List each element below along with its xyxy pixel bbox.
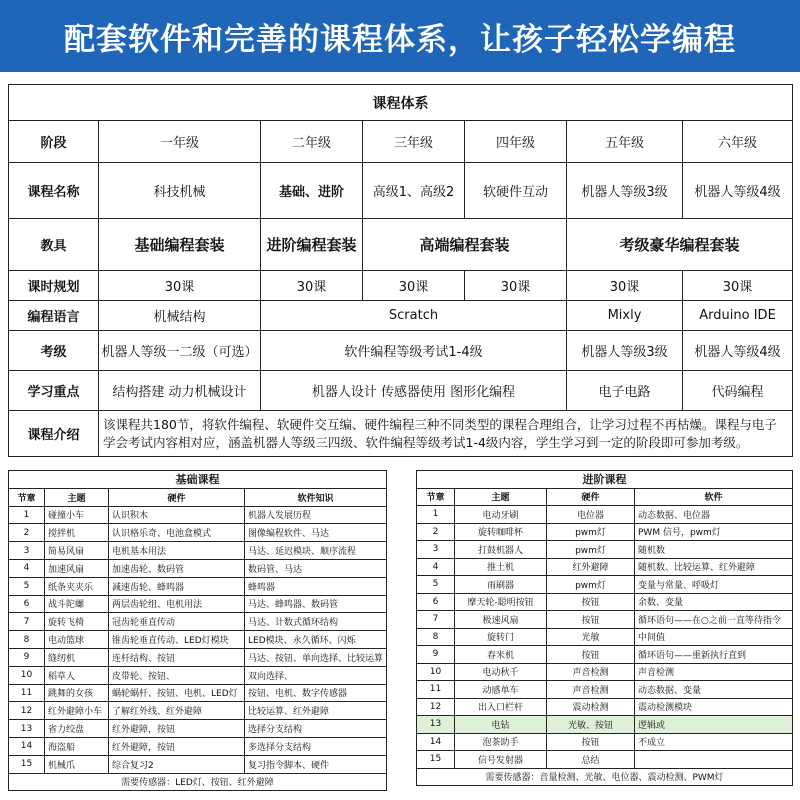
kit-cell: 高端编程套装 [363, 219, 567, 271]
course-system-table [8, 84, 793, 457]
table-cell: 图像编程软件、马达 [245, 524, 387, 542]
table-cell: 震动检测 [547, 698, 635, 716]
table-cell: pwm灯 [547, 576, 635, 594]
table-row [9, 702, 387, 720]
table-cell: 8 [417, 628, 455, 646]
table-cell: 7 [9, 613, 45, 631]
table-cell: 随机数 [635, 541, 793, 559]
table-cell: 推土机 [455, 558, 547, 576]
table-cell: 减速齿轮、蜂鸣器 [109, 577, 245, 595]
header-cell: 主题 [455, 488, 547, 506]
table-cell: 战斗陀螺 [45, 595, 109, 613]
system-title: 课程体系 [9, 85, 793, 121]
table-cell: 简易风扇 [45, 542, 109, 560]
table-cell: 稻草人 [45, 666, 109, 684]
table-cell: 电机基本用法 [109, 542, 245, 560]
grade-cell: 五年级 [567, 121, 683, 163]
table-cell: 2 [417, 523, 455, 541]
table-cell: 综合复习2 [109, 755, 245, 773]
exam-cell: 机器人等级一二级（可选） [99, 331, 261, 371]
table-row [417, 541, 793, 559]
table-cell: 7 [417, 611, 455, 629]
focus-cell: 代码编程 [683, 371, 793, 411]
table-cell: 循环语句——重新执行直到 [635, 646, 793, 664]
hours-cell: 30课 [683, 271, 793, 301]
grade-cell: 一年级 [99, 121, 261, 163]
table-cell: 电位器 [547, 506, 635, 524]
table-cell: 3 [9, 542, 45, 560]
table-cell: 动态数据、电位器 [635, 506, 793, 524]
table-row [9, 613, 387, 631]
table-cell: pwm灯 [547, 523, 635, 541]
kit-cell: 考级豪华编程套装 [567, 219, 793, 271]
table-cell: 电动篮球 [45, 631, 109, 649]
focus-cell: 结构搭建 动力机械设计 [99, 371, 261, 411]
page-banner: 配套软件和完善的课程体系，让孩子轻松学编程 [0, 0, 800, 72]
table-row [9, 684, 387, 702]
table-cell: 6 [9, 595, 45, 613]
table-cell: 极速风扇 [455, 611, 547, 629]
exam-label: 考级 [9, 331, 99, 371]
table-cell: 11 [9, 684, 45, 702]
table-cell: 数码管、马达 [245, 559, 387, 577]
table-cell: 10 [417, 663, 455, 681]
table-cell: 13 [417, 716, 455, 734]
table-cell: 光敏、按钮 [547, 716, 635, 734]
table-cell: 蜂鸣器 [245, 577, 387, 595]
hours-cell: 30课 [363, 271, 465, 301]
table-cell: 省力绞盘 [45, 720, 109, 738]
table-row [417, 506, 793, 524]
table-cell: 旋转咖啡杯 [455, 523, 547, 541]
intro-text: 该课程共180节，将软件编程、软硬件交互编、硬件编程三种不同类型的课程合理组合，让学习过程不再枯燥。课程与电子学会考试内容相对应，涵盖机器人等级三四级、软件编程等级考试1-4级内容，学生学习到一定的阶段即可参加考级。 [99, 411, 793, 457]
basic-course-table [8, 470, 387, 791]
table-cell: 12 [9, 702, 45, 720]
header-cell: 节章 [417, 488, 455, 506]
table-cell: 声音检测 [547, 663, 635, 681]
table-cell: 两层齿轮组、电机用法 [109, 595, 245, 613]
table-cell: 电钻 [455, 716, 547, 734]
table-row [417, 716, 793, 734]
table-cell: 1 [9, 506, 45, 524]
table-cell: 出入口栏杆 [455, 698, 547, 716]
table-cell: 变量与常量、呼吸灯 [635, 576, 793, 594]
table-cell: 信号发射器 [455, 751, 547, 769]
kit-cell: 进阶编程套装 [261, 219, 363, 271]
table-cell: 海盗船 [45, 737, 109, 755]
table-cell: 15 [417, 751, 455, 769]
table-cell: 12 [417, 698, 455, 716]
grade-cell: 二年级 [261, 121, 363, 163]
table-cell: 马达、计数式循环结构 [245, 613, 387, 631]
course-name-cell: 科技机械 [99, 163, 261, 219]
table-cell: pwm灯 [547, 541, 635, 559]
table-cell: 9 [417, 646, 455, 664]
advanced-course-table [416, 470, 793, 786]
basic-footer: 需要传感器：LED灯、按钮、红外避障 [9, 773, 387, 791]
table-cell: 14 [417, 733, 455, 751]
table-row [9, 559, 387, 577]
table-cell: 马达、按钮、单向选择、比较运算 [245, 648, 387, 666]
basic-title: 基础课程 [9, 471, 387, 489]
table-cell [635, 751, 793, 769]
table-cell: 14 [9, 737, 45, 755]
table-cell: 光敏 [547, 628, 635, 646]
table-cell: 打鼓机器人 [455, 541, 547, 559]
table-cell: 5 [417, 576, 455, 594]
table-cell: 旋转飞椅 [45, 613, 109, 631]
table-cell: 多选择分支结构 [245, 737, 387, 755]
table-cell: 电动牙刷 [455, 506, 547, 524]
table-row [417, 663, 793, 681]
hours-cell: 30课 [567, 271, 683, 301]
table-cell: 纸条夹夹乐 [45, 577, 109, 595]
table-row [417, 593, 793, 611]
table-cell: 雨刷器 [455, 576, 547, 594]
language-cell: Mixly [567, 301, 683, 331]
table-row [9, 648, 387, 666]
table-cell: 冠齿轮垂直传动 [109, 613, 245, 631]
table-cell: 马达、蜂鸣器、数码管 [245, 595, 387, 613]
table-row [417, 558, 793, 576]
table-cell: 循环语句——在○之前一直等待指令 [635, 611, 793, 629]
table-row [9, 542, 387, 560]
course-name-cell: 基础、进阶 [261, 163, 363, 219]
table-cell: 按钮 [547, 733, 635, 751]
table-row [9, 506, 387, 524]
table-cell: 6 [417, 593, 455, 611]
table-cell: 春米机 [455, 646, 547, 664]
advanced-title: 进阶课程 [417, 471, 793, 489]
table-row [417, 646, 793, 664]
stage-label: 阶段 [9, 121, 99, 163]
table-row [9, 720, 387, 738]
kit-cell: 基础编程套装 [99, 219, 261, 271]
hours-label: 课时规划 [9, 271, 99, 301]
table-cell: 5 [9, 577, 45, 595]
table-cell: 中间值 [635, 628, 793, 646]
table-cell: 加速齿轮、数码管 [109, 559, 245, 577]
table-cell: 红外避障，按钮 [109, 720, 245, 738]
table-cell: 15 [9, 755, 45, 773]
table-cell: 8 [9, 631, 45, 649]
table-cell: 随机数、比较运算、红外避障 [635, 558, 793, 576]
table-cell: 按钮 [547, 611, 635, 629]
focus-cell: 电子电路 [567, 371, 683, 411]
kit-label: 教具 [9, 219, 99, 271]
table-row [9, 524, 387, 542]
table-row [417, 523, 793, 541]
table-cell: 11 [417, 681, 455, 699]
table-cell: 搅拌机 [45, 524, 109, 542]
table-cell: 电动秋千 [455, 663, 547, 681]
header-cell: 硬件 [109, 488, 245, 506]
table-cell: 按钮 [547, 593, 635, 611]
table-cell: 余数、变量 [635, 593, 793, 611]
table-row [9, 631, 387, 649]
table-cell: 动感单车 [455, 681, 547, 699]
table-cell: 复习指令脚本、硬件 [245, 755, 387, 773]
focus-cell: 机器人设计 传感器使用 图形化编程 [261, 371, 567, 411]
table-cell: 动态数据、变量 [635, 681, 793, 699]
language-cell: 机械结构 [99, 301, 261, 331]
table-cell: 缝纫机 [45, 648, 109, 666]
exam-cell: 机器人等级4级 [683, 331, 793, 371]
language-cell: Arduino IDE [683, 301, 793, 331]
table-cell: 认识格乐奇、电池盒模式 [109, 524, 245, 542]
focus-label: 学习重点 [9, 371, 99, 411]
grade-cell: 三年级 [363, 121, 465, 163]
table-cell: 马达、延迟模块、顺序流程 [245, 542, 387, 560]
header-cell: 硬件 [547, 488, 635, 506]
table-row [9, 595, 387, 613]
table-cell: 红外避障小车 [45, 702, 109, 720]
table-cell: 逻辑或 [635, 716, 793, 734]
table-cell: 比较运算、红外避障 [245, 702, 387, 720]
table-cell: 锥齿轮垂直传动、LED灯模块 [109, 631, 245, 649]
table-cell: 2 [9, 524, 45, 542]
table-cell: 了解红外线、红外避障 [109, 702, 245, 720]
table-row [417, 576, 793, 594]
table-cell: 4 [9, 559, 45, 577]
table-cell: 9 [9, 648, 45, 666]
table-cell: 泡茶助手 [455, 733, 547, 751]
table-row [417, 628, 793, 646]
table-cell: 选择分支结构 [245, 720, 387, 738]
table-cell: 蜗轮蜗杆、按钮、电机、LED灯 [109, 684, 245, 702]
intro-label: 课程介绍 [9, 411, 99, 457]
table-row [417, 611, 793, 629]
table-cell: 红外避障 [547, 558, 635, 576]
course-name-label: 课程名称 [9, 163, 99, 219]
hours-cell: 30课 [99, 271, 261, 301]
header-cell: 软件知识 [245, 488, 387, 506]
table-cell: 13 [9, 720, 45, 738]
course-name-cell: 机器人等级3级 [567, 163, 683, 219]
table-cell: 声音检测 [635, 663, 793, 681]
hours-cell: 30课 [465, 271, 567, 301]
table-cell: 旋转门 [455, 628, 547, 646]
table-cell: 皮带轮、按钮、 [109, 666, 245, 684]
table-cell: 按钮、电机、数字传感器 [245, 684, 387, 702]
table-cell: 按钮 [547, 646, 635, 664]
table-cell: 机器人发展历程 [245, 506, 387, 524]
header-cell: 主题 [45, 488, 109, 506]
table-row [9, 737, 387, 755]
course-name-cell: 机器人等级4级 [683, 163, 793, 219]
table-row [417, 733, 793, 751]
table-row [9, 666, 387, 684]
table-cell: LED模块、永久循环、闪烁 [245, 631, 387, 649]
table-row [417, 698, 793, 716]
table-cell: 总结 [547, 751, 635, 769]
table-cell: 认识积木 [109, 506, 245, 524]
table-cell: 红外避障，按钮 [109, 737, 245, 755]
course-name-cell: 软硬件互动 [465, 163, 567, 219]
table-cell: 10 [9, 666, 45, 684]
language-cell: Scratch [261, 301, 567, 331]
table-cell: 跳舞的女孩 [45, 684, 109, 702]
table-row [9, 577, 387, 595]
exam-cell: 机器人等级3级 [567, 331, 683, 371]
table-cell: 双向选择、 [245, 666, 387, 684]
language-label: 编程语言 [9, 301, 99, 331]
table-cell: 4 [417, 558, 455, 576]
exam-cell: 软件编程等级考试1-4级 [261, 331, 567, 371]
table-cell: 1 [417, 506, 455, 524]
advanced-footer: 需要传感器：音量检测、光敏、电位器、震动检测、PWM灯 [417, 768, 793, 786]
table-row [417, 681, 793, 699]
table-row [9, 755, 387, 773]
grade-cell: 六年级 [683, 121, 793, 163]
header-cell: 节章 [9, 488, 45, 506]
grade-cell: 四年级 [465, 121, 567, 163]
table-cell: 不成立 [635, 733, 793, 751]
table-cell: 3 [417, 541, 455, 559]
table-cell: 震动检测模块 [635, 698, 793, 716]
course-name-cell: 高级1、高级2 [363, 163, 465, 219]
header-cell: 软件 [635, 488, 793, 506]
table-cell: 连杆结构、按钮 [109, 648, 245, 666]
table-cell: PWM 信号，pwm灯 [635, 523, 793, 541]
table-cell: 加速风扇 [45, 559, 109, 577]
table-row [417, 751, 793, 769]
table-cell: 机械爪 [45, 755, 109, 773]
table-cell: 声音检测 [547, 681, 635, 699]
table-cell: 碰撞小车 [45, 506, 109, 524]
hours-cell: 30课 [261, 271, 363, 301]
table-cell: 摩天轮-聪明按钮 [455, 593, 547, 611]
